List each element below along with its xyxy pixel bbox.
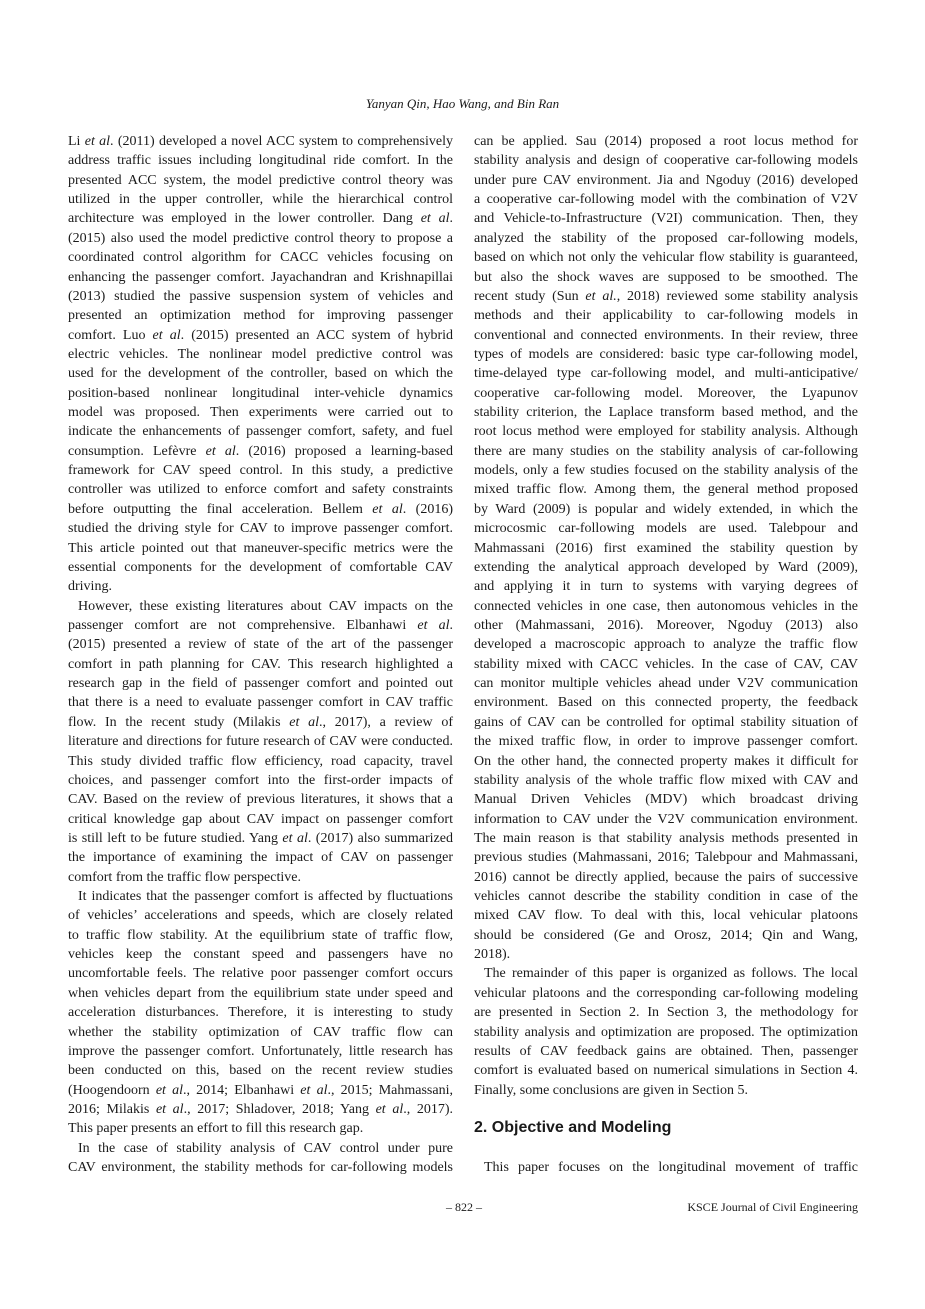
paragraph (474, 1158, 858, 1177)
text-line: electric vehicles. The nonlinear model predictive control was (68, 346, 453, 362)
text-line: vehicles cannot describe the stability condition in case of the (474, 889, 858, 905)
text-line: stability analysis and design of cooperative car-following models (474, 153, 858, 169)
right-column (474, 132, 858, 1177)
paragraph (68, 597, 453, 887)
text-line: models, only a few studies focused on the stability analysis of the (474, 463, 858, 479)
text-line: choices, and passenger comfort into the first-order impacts of (68, 772, 453, 788)
text-line: Mahmassani (2016) first examined the stability question by (474, 540, 858, 556)
text-line: environment. Based on this connected property, the feedback (474, 695, 858, 711)
text-line: (2015) also used the model predictive control theory to propose a (68, 230, 453, 246)
text-line: results of CAV feedback gains are obtained. Then, passenger (474, 1043, 858, 1059)
text-line: architecture was employed in the lower controller. Dang et al. (68, 211, 453, 227)
text-line: analyzed the stability of the proposed car-following models, (474, 230, 858, 246)
text-line: CAV. Based on the review of previous literatures, it shows that a (68, 792, 453, 808)
text-line: can monitor multiple vehicles ahead under V2V communication (474, 676, 858, 692)
text-line: comfort. Luo et al. (2015) presented an ACC system of hybrid (68, 327, 454, 343)
text-line: comfort is evaluated based on numerical simulations in Section 4. (474, 1063, 858, 1079)
text-line: mixed traffic flow. Among them, the general method proposed (474, 482, 858, 498)
text-line: the importance of examining the impact of CAV on passenger (68, 850, 453, 866)
paragraph (474, 964, 858, 1100)
text-line: This study divided traffic flow efficiency, road capacity, travel (68, 753, 453, 769)
text-line: utilized in the upper controller, while the hierarchical control (68, 192, 453, 208)
text-line: This article pointed out that maneuver-specific metrics were the (68, 540, 453, 556)
text-line: conventional and connected environments. In their review, three (474, 327, 858, 343)
text-line: Manual Driven Vehicles (MDV) which broadcast driving (474, 792, 858, 808)
text-line: The main reason is that stability analysis methods presented in (474, 830, 858, 846)
text-line: 2016) cannot be directly applied, because the pairs of successive (474, 869, 858, 885)
text-line: used for the development of the controller, based on which the (68, 366, 453, 382)
text-line: stability analysis of the whole traffic flow mixed with CAV and (474, 772, 858, 788)
text-line: microcosmic car-following models are used. Talebpour and (474, 521, 858, 537)
text-line: essential components for the development of comfortable CAV (68, 559, 453, 575)
text-line: acceleration disturbances. Therefore, it is interesting to study (68, 1005, 453, 1021)
text-line: when vehicles depart from the equilibrium state under speed and (68, 985, 453, 1001)
text-line: critical knowledge gap about CAV impact on passenger comfort (68, 811, 453, 827)
text-line: This paper presents an effort to fill this research gap. (68, 1121, 364, 1137)
text-line: presented ACC system, the model predictive control theory was (68, 172, 453, 188)
paragraph (68, 1139, 453, 1178)
text-line: stability mixed with CACC vehicles. In the case of CAV, CAV (474, 656, 858, 672)
text-line: mixed CAV flow. To deal with this, local vehicular platoons (474, 908, 858, 924)
text-line: Finally, some conclusions are given in Section 5. (474, 1082, 748, 1098)
text-line: research gap in the field of passenger comfort and pointed out (68, 676, 453, 692)
paragraph (68, 132, 453, 597)
text-line: there are many studies on the stability analysis of car-following (474, 443, 858, 459)
text-line: (Hoogendoorn et al., 2014; Elbanhawi et al., 2015; Mahmassani, (68, 1082, 453, 1098)
text-line: root locus method were employed for stability analysis. Although (474, 424, 858, 440)
text-line: coordinated control algorithm for CACC vehicles focusing on (68, 250, 453, 266)
text-line: been conducted on this, based on the recent review studies (68, 1063, 453, 1079)
text-line: position-based nonlinear longitudinal inter-vehicle dynamics (68, 385, 453, 401)
left-column (68, 132, 453, 1177)
text-line: based on which not only the vehicular flow stability is guaranteed, (474, 250, 858, 266)
text-line: However, these existing literatures about CAV impacts on the (78, 598, 453, 614)
section-heading: 2. Objective and Modeling (474, 1118, 672, 1136)
text-line: flow. In the recent study (Milakis et al., 2017), a review of (68, 714, 453, 730)
text-line: studied the driving style for CAV to improve passenger comfort. (68, 521, 453, 537)
text-line: model was proposed. Then experiments were carried out to (68, 405, 453, 421)
text-line: 2016; Milakis et al., 2017; Shladover, 2018; Yang et al., 2017). (68, 1101, 454, 1117)
text-line: indicate the enhancements of passenger comfort, safety, and fuel (68, 424, 453, 440)
text-line: previous studies (Mahmassani, 2016; Talebpour and Mahmassani, (474, 850, 858, 866)
text-line: In the case of stability analysis of CAV control under pure (78, 1140, 453, 1156)
text-line: connected vehicles in one case, then autonomous vehicles in the (474, 598, 858, 614)
paragraph (68, 887, 453, 1139)
text-line: cooperative car-following model. Moreover, the Lyapunov (474, 385, 858, 401)
text-line: time-delayed type car-following model, and multi-anticipative/ (474, 366, 858, 382)
text-line: whether the stability optimization of CAV traffic flow can (68, 1024, 453, 1040)
text-line: by Ward (2009) is popular and widely extended, in which the (474, 501, 858, 517)
journal-name: KSCE Journal of Civil Engineering (687, 1200, 858, 1214)
text-line: are presented in Section 2. In Section 3, the methodology for (474, 1005, 858, 1021)
text-line: information to CAV under the V2V communication environment. (474, 811, 858, 827)
text-line: extending the analytical approach developed by Ward (2009), (474, 559, 858, 575)
text-line: of vehicles’ accelerations and speeds, which are closely related (68, 908, 453, 924)
text-line: before outputting the final acceleration. Bellem et al. (2016) (68, 501, 453, 517)
text-line: 2018). (474, 947, 511, 963)
text-line: comfort from the traffic flow perspective. (68, 869, 301, 885)
text-line: (2015) presented a review of state of the art of the passenger (68, 637, 453, 653)
text-line: gains of CAV can be controlled for optimal stability situation of (474, 714, 858, 730)
text-line: recent study (Sun et al., 2018) reviewed some stability analysis (474, 288, 859, 304)
text-line: consumption. Lefèvre et al. (2016) proposed a learning-based (68, 443, 453, 459)
text-line: should be considered (Ge and Orosz, 2014; Qin and Wang, (474, 927, 858, 943)
text-line: The remainder of this paper is organized as follows. The local (484, 966, 858, 982)
text-line: passenger comfort are not comprehensive. Elbanhawi et al. (68, 617, 453, 633)
text-line: vehicles keep the constant speed and passengers have no (68, 947, 453, 963)
text-line: and applying it in turn to systems with varying degrees of (474, 579, 858, 595)
text-line: presented an optimization method for improving passenger (68, 308, 453, 324)
text-line: controller was utilized to enforce comfort and safety constraints (68, 482, 453, 498)
text-line: Li et al. (2011) developed a novel ACC system to comprehensively (68, 134, 453, 149)
text-line: It indicates that the passenger comfort is affected by fluctuations (78, 889, 453, 905)
text-line: can be applied. Sau (2014) proposed a root locus method for (474, 134, 858, 149)
text-line: to traffic flow stability. At the equilibrium state of traffic flow, (68, 927, 453, 943)
text-line: enhancing the passenger comfort. Jayachandran and Krishnapillai (68, 269, 453, 285)
text-line: but also the shock waves are supposed to be smoothed. The (474, 269, 858, 285)
text-line: comfort in path planning for CAV. This research highlighted a (68, 656, 453, 672)
text-line: (2013) studied the passive suspension system of vehicles and (68, 288, 453, 304)
text-line: On the other hand, the connected property makes it difficult for (474, 753, 858, 769)
text-line: methods and their applicability to car-following models in (474, 308, 858, 324)
text-line: and Vehicle-to-Infrastructure (V2I) communication. Then, they (474, 211, 858, 227)
text-line: vehicular platoons and the corresponding car-following modeling (474, 985, 858, 1001)
text-line: improve the passenger comfort. Unfortunately, little research has (68, 1043, 453, 1059)
text-line: the mixed traffic flow, in order to improve passenger comfort. (474, 734, 858, 750)
text-line: is still left to be future studied. Yang et al. (2017) also summarized (68, 830, 453, 846)
text-line: This paper focuses on the longitudinal movement of traffic (484, 1159, 858, 1175)
running-header-authors: Yanyan Qin, Hao Wang, and Bin Ran (365, 96, 560, 111)
text-line: developed a macroscopic approach to analyze the traffic flow (474, 637, 858, 653)
paragraph (474, 132, 858, 964)
text-line: stability analysis and optimization are proposed. The optimization (474, 1024, 858, 1040)
text-line: framework for CAV speed control. In this study, a predictive (68, 463, 453, 479)
text-line: driving. (68, 579, 112, 595)
text-line: that there is a need to evaluate passenger comfort in CAV traffic (68, 695, 453, 711)
text-line: CAV environment, the stability methods for car-following models (68, 1160, 453, 1176)
text-line: address traffic issues including longitudinal ride comfort. In the (68, 153, 453, 169)
text-line: other (Mahmassani, 2016). Moreover, Ngoduy (2013) also (474, 617, 858, 633)
text-line: stability criterion, the Laplace transform based method, and the (474, 405, 858, 421)
text-line: literature and directions for future research of CAV were conducted. (68, 734, 453, 750)
text-line: types of models are considered: basic type car-following model, (474, 346, 858, 362)
page-number: – 822 – (446, 1200, 482, 1214)
text-line: a cooperative car-following model with the combination of V2V (474, 192, 858, 208)
text-line: uncomfortable feels. The relative poor passenger comfort occurs (68, 966, 453, 982)
text-line: under pure CAV environment. Jia and Ngoduy (2016) developed (474, 172, 858, 188)
